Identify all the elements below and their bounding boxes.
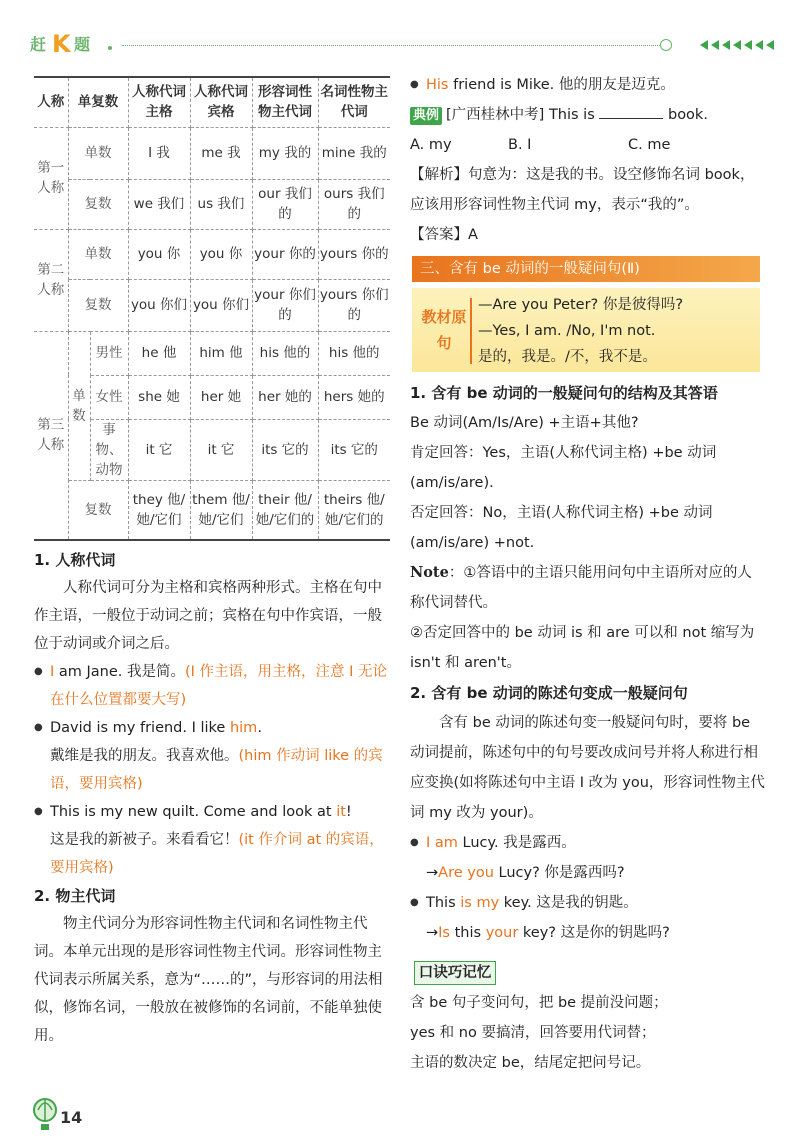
answer: 【答案】A xyxy=(410,227,478,243)
cell-adj: my 我的 xyxy=(252,127,318,179)
example-lucy xyxy=(410,828,766,858)
highlight-word: is my xyxy=(460,895,500,911)
example-text: This xyxy=(426,895,461,911)
cell-obj: her 她 xyxy=(190,375,252,419)
example-note: (I 作主语，用主格，注意 I 无论在什么位置都要大写) xyxy=(50,664,388,708)
cell-obj: him 他 xyxy=(190,331,252,375)
arrow-icon: → xyxy=(426,925,439,941)
cell-obj: you 你 xyxy=(190,229,252,279)
cell-obj: us 我们 xyxy=(190,179,252,229)
cell-noun: theirs 他/她/它们的 xyxy=(318,480,390,540)
cell-adj: our 我们的 xyxy=(252,179,318,229)
positive-answer: 肯定回答：Yes，主语(人称代词主格) +be 动词(am/is/are). xyxy=(410,445,717,491)
cell-subj: you 你 xyxy=(128,229,190,279)
textbook-label: 教材原句 xyxy=(421,308,467,352)
header-noun: 名词性物主代词 xyxy=(318,77,390,127)
example-key xyxy=(410,888,766,918)
example-text: this xyxy=(450,925,486,941)
example-note: (it 作介词 at 的宾语，要用宾格) xyxy=(50,832,384,876)
header-dot xyxy=(660,39,672,51)
textbook-line: —Yes, I am. /No, I'm not. xyxy=(478,323,656,339)
note-text: ：①答语中的主语只能用问句中主语所对应的人称代词替代。 xyxy=(410,565,752,611)
cell-noun: yours 你们的 xyxy=(318,279,390,331)
cell-num: 复数 xyxy=(68,279,128,331)
table-row xyxy=(34,229,390,279)
header-subj: 人称代词主格 xyxy=(128,77,190,127)
example-2 xyxy=(34,714,396,798)
cell-subj: she 她 xyxy=(128,375,190,419)
cell-adj: his 他的 xyxy=(252,331,318,375)
section-title-personal-pronoun: 1. 人称代词 xyxy=(34,551,116,569)
cell-adj: its 它的 xyxy=(252,419,318,480)
cell-noun: yours 你的 xyxy=(318,229,390,279)
textbook-text xyxy=(478,292,762,370)
cell-subj: you 你们 xyxy=(128,279,190,331)
table-row xyxy=(34,279,390,331)
person-third: 第三人称 xyxy=(34,331,68,540)
textbook-line: 是的，我是。/不，我不是。 xyxy=(478,349,657,365)
svg-text:赶: 赶 xyxy=(30,35,47,54)
svg-text:K: K xyxy=(52,30,71,56)
cell-num: 单数 xyxy=(68,127,128,179)
example-key-question xyxy=(410,918,766,948)
mnemonic-tag: 口诀巧记忆 xyxy=(414,961,496,985)
header-logo xyxy=(30,30,120,56)
typical-example xyxy=(410,100,766,130)
section-title-possessive: 2. 物主代词 xyxy=(34,887,116,905)
highlight-word: I xyxy=(426,835,431,851)
cell-subj: it 它 xyxy=(128,419,190,480)
header-dotted-line xyxy=(122,45,662,46)
options xyxy=(410,130,766,160)
table-header-row xyxy=(34,77,390,127)
example-translation: 戴维是我的朋友。我喜欢他。 xyxy=(50,748,239,764)
cell-obj: me 我 xyxy=(190,127,252,179)
mnemonic-line: yes 和 no 要搞清，回答要用代词替； xyxy=(410,1025,656,1041)
example-text: ! xyxy=(345,804,352,820)
mnemonic-line: 含 be 句子变问句，把 be 提前没问题； xyxy=(410,995,668,1011)
cell-adj: your 你们的 xyxy=(252,279,318,331)
cell-num: 单数 xyxy=(68,229,128,279)
paragraph: 物主代词分为形容词性物主代词和名词性物主代词。本单元出现的是形容词性物主代词。形容词性物主代词表示所属关系，意为“……的”，与形容词的用法相似，修饰名词，一般放在被修饰的名词前，不能单独使用。 xyxy=(34,916,383,1044)
cell-noun: ours 我们的 xyxy=(318,179,390,229)
question-text: [广西桂林中考] This is xyxy=(446,107,595,123)
svg-text:题: 题 xyxy=(74,35,91,54)
example-text: Lucy. 我是露西。 xyxy=(457,835,576,851)
cell-gender: 男性 xyxy=(90,331,128,375)
option-a: A. my xyxy=(410,137,452,153)
cell-subj: he 他 xyxy=(128,331,190,375)
section-title-conversion: 2. 含有 be 动词的陈述句变成一般疑问句 xyxy=(410,684,688,702)
cell-subj: they 他/她/它们 xyxy=(128,480,190,540)
mnemonic-line: 主语的数决定 be，结尾定把问号记。 xyxy=(410,1055,651,1071)
person-second: 第二人称 xyxy=(34,229,68,331)
balloon-icon xyxy=(30,1098,60,1132)
cell-noun: its 它的 xyxy=(318,419,390,480)
cell-adj: your 你的 xyxy=(252,229,318,279)
paragraph: 含有 be 动词的陈述句变一般疑问句时，要将 be 动词提前，陈述句中的句号要改成问号并将人称进行相应变换(如将陈述句中主语 I 改为 you，形容词性物主代词 my 改为 your)。 xyxy=(410,715,765,821)
highlight-word: His xyxy=(426,77,449,93)
example-text: am Jane. 我是简。 xyxy=(54,664,186,680)
cell-noun: mine 我的 xyxy=(318,127,390,179)
third-singular: 单数 xyxy=(68,331,90,480)
negative-answer: 否定回答：No，主语(人称代词主格) +be 动词(am/is/are) +not. xyxy=(410,505,713,551)
example-lucy-question xyxy=(410,858,766,888)
example-translation: 这是我的新被子。来看看它！ xyxy=(50,832,239,848)
cell-adj: their 他/她/它们的 xyxy=(252,480,318,540)
cell-adj: her 她的 xyxy=(252,375,318,419)
page-number: 14 xyxy=(60,1108,83,1127)
example-1 xyxy=(34,658,396,714)
option-b: B. I xyxy=(508,137,532,153)
example-text: David is my friend. I like xyxy=(50,720,230,736)
structure-text: Be 动词(Am/Is/Are) +主语+其他? xyxy=(410,415,639,431)
right-column-bottom xyxy=(410,378,766,948)
example-text: friend is Mike. 他的朋友是迈克。 xyxy=(448,77,675,93)
cell-num: 复数 xyxy=(68,480,128,540)
textbook-line: —Are you Peter? 你是彼得吗? xyxy=(478,297,684,313)
example-text: . xyxy=(257,720,262,736)
highlight-word: him xyxy=(229,720,258,736)
cell-obj: you 你们 xyxy=(190,279,252,331)
right-column-top xyxy=(410,70,766,250)
cell-subj: I 我 xyxy=(128,127,190,179)
cell-obj: it 它 xyxy=(190,419,252,480)
question-text: book. xyxy=(667,107,708,123)
example-3 xyxy=(34,798,396,882)
example-text: Lucy? 你是露西吗? xyxy=(493,865,625,881)
section-banner: 三、含有 be 动词的一般疑问句(Ⅱ) xyxy=(412,256,760,282)
cell-subj: we 我们 xyxy=(128,179,190,229)
paragraph: 人称代词可分为主格和宾格两种形式。主格在句中作主语，一般位于动词之前；宾格在句中作宾语，一般位于动词或介词之后。 xyxy=(34,580,382,652)
highlight-word: it xyxy=(336,804,346,820)
cell-obj: them 他/她/它们 xyxy=(190,480,252,540)
section-title-structure: 1. 含有 be 动词的一般疑问句的结构及其答语 xyxy=(410,384,718,402)
table-row xyxy=(34,179,390,229)
example-text: This is my new quilt. Come and look at xyxy=(50,804,337,820)
header-adj: 形容词性物主代词 xyxy=(252,77,318,127)
textbook-divider xyxy=(470,298,472,364)
arrow-icon: → xyxy=(426,865,439,881)
pronoun-table xyxy=(34,76,390,541)
note-1 xyxy=(410,558,766,618)
option-c: C. me xyxy=(628,137,671,153)
highlight-word: Is xyxy=(438,925,450,941)
example-text: key. 这是我的钥匙。 xyxy=(499,895,638,911)
highlight-word: Are you xyxy=(438,865,494,881)
header-obj: 人称代词宾格 xyxy=(190,77,252,127)
table-row xyxy=(34,331,390,375)
typical-example-tag: 典例 xyxy=(410,107,442,125)
highlight-word: I xyxy=(50,664,55,680)
header-number: 单复数 xyxy=(68,77,128,127)
note-2: ②否定回答中的 be 动词 is 和 are 可以和 not 缩写为 isn't 和 aren't。 xyxy=(410,625,755,671)
cell-gender: 女性 xyxy=(90,375,128,419)
mnemonic-text xyxy=(410,988,766,1078)
example-text: key? 这是你的钥匙吗? xyxy=(518,925,670,941)
analysis: 【解析】句意为：这是我的书。设空修饰名词 book，应该用形容词性物主代词 my，表示“我的”。 xyxy=(410,167,755,213)
cell-noun: his 他的 xyxy=(318,331,390,375)
answer-blank xyxy=(599,104,663,119)
cell-num: 复数 xyxy=(68,179,128,229)
table-row xyxy=(34,480,390,540)
person-first: 第一人称 xyxy=(34,127,68,229)
cell-gender: 事物、动物 xyxy=(90,419,128,480)
note-label: Note xyxy=(410,564,449,581)
table-row xyxy=(34,127,390,179)
example-his xyxy=(410,70,766,100)
example-note: (him 作动词 like 的宾语，要用宾格) xyxy=(50,748,383,792)
highlight-word: your xyxy=(485,925,519,941)
left-column xyxy=(34,546,396,1050)
highlight-word: am xyxy=(430,835,458,851)
cell-noun: hers 她的 xyxy=(318,375,390,419)
header-arrows-icon xyxy=(700,38,778,52)
header-person: 人称 xyxy=(34,77,68,127)
